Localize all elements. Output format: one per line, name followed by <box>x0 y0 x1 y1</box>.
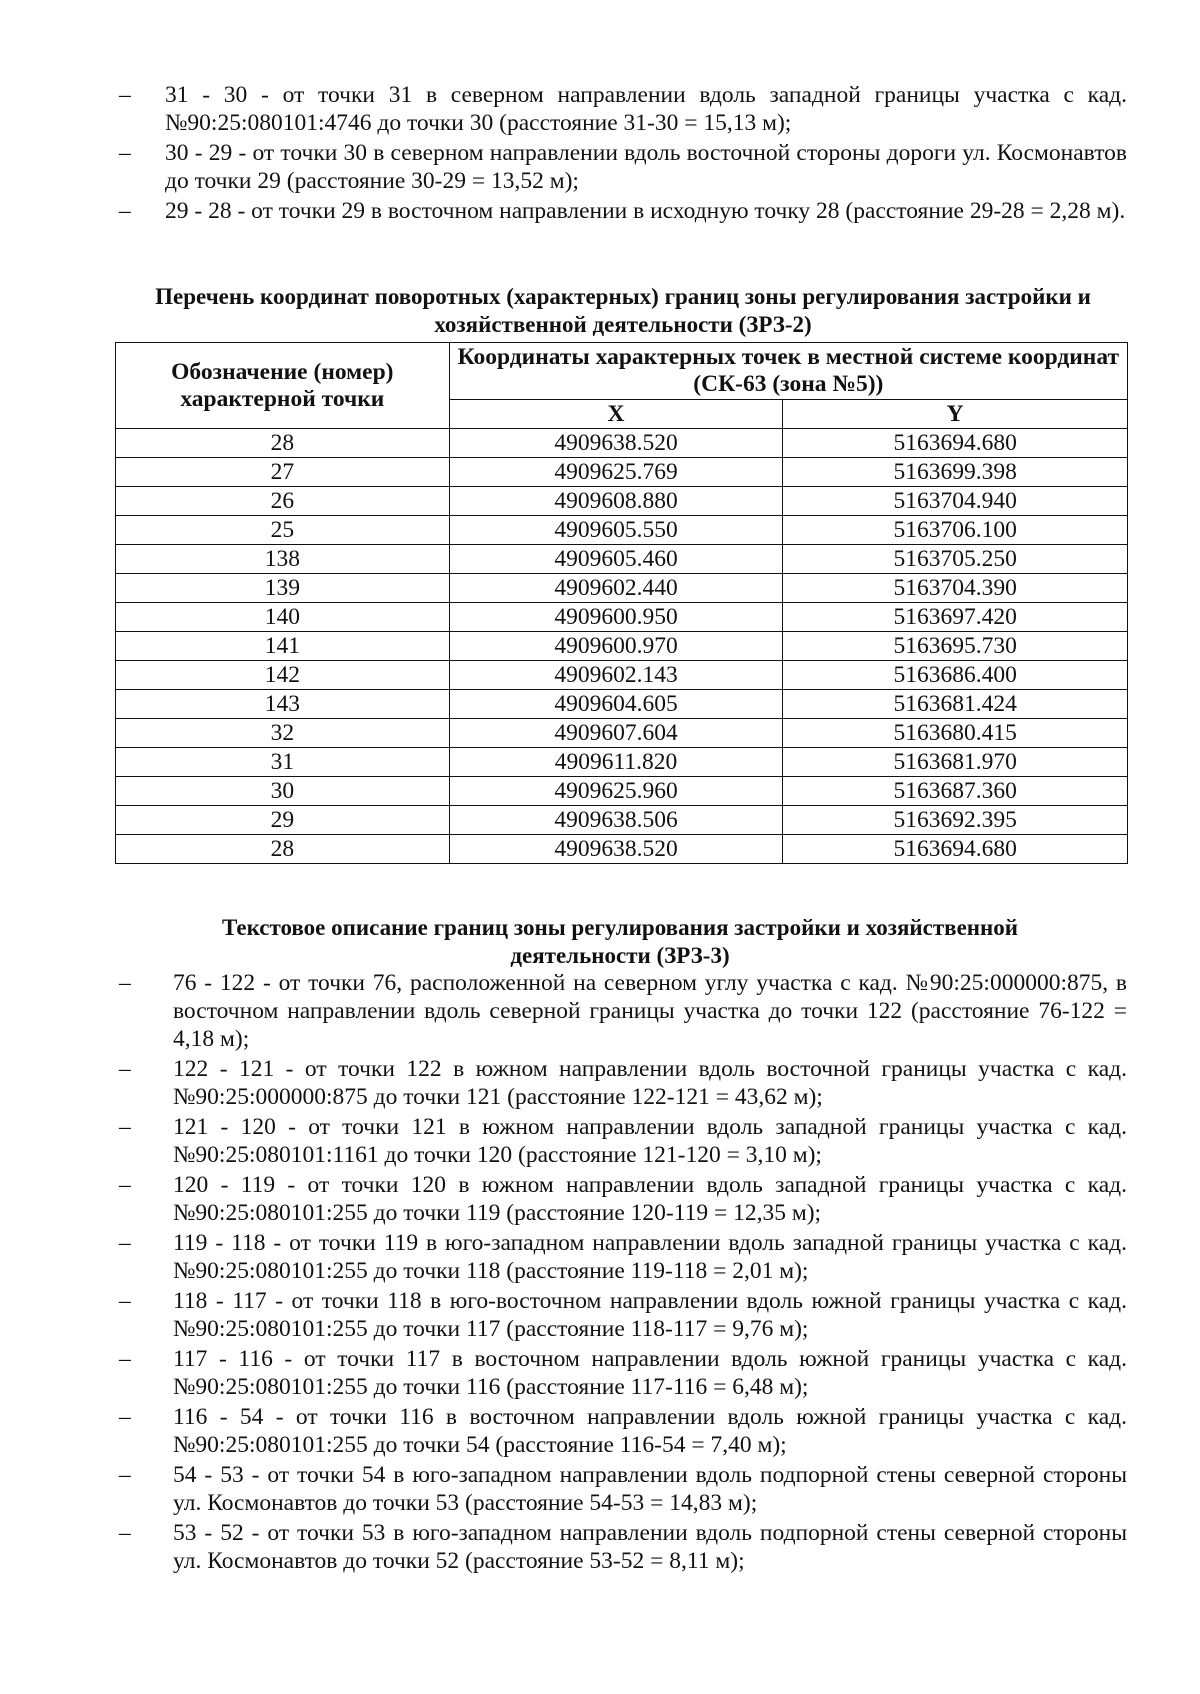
cell-y: 5163681.970 <box>783 748 1128 777</box>
cell-point: 25 <box>116 516 450 545</box>
cell-x: 4909611.820 <box>449 748 783 777</box>
dash-bullet: – <box>119 1056 131 1082</box>
table-row <box>116 690 1128 719</box>
cell-point: 27 <box>116 458 450 487</box>
section-title-zrz3: Текстовое описание границ зоны регулирования застройки и хозяйственной деятельности (ЗРЗ-3) <box>221 915 1019 968</box>
cell-x: 4909625.769 <box>449 458 783 487</box>
cell-y: 5163686.400 <box>783 661 1128 690</box>
dash-bullet: – <box>119 140 131 166</box>
table-row <box>116 574 1128 603</box>
cell-point: 139 <box>116 574 450 603</box>
list-item-text: 117 - 116 - от точки 117 в восточном направлении вдоль южной границы участка с кад. №90:25:080101:255 до точки 116 (расстояние 117-116 = 6,48 м); <box>173 1346 1127 1400</box>
list-item <box>119 1171 1127 1227</box>
list-item-text: 118 - 117 - от точки 118 в юго-восточном направлении вдоль южной границы участка с кад. №90:25:080101:255 до точки 117 (расстояние 118-117 = 9,76 м); <box>173 1288 1127 1342</box>
table-row <box>116 777 1128 806</box>
list-item <box>119 969 1127 1053</box>
table-row <box>116 719 1128 748</box>
cell-y: 5163694.680 <box>783 429 1128 458</box>
table-row <box>116 806 1128 835</box>
table-row <box>116 516 1128 545</box>
cell-point: 26 <box>116 487 450 516</box>
cell-y: 5163704.940 <box>783 487 1128 516</box>
cell-y: 5163695.730 <box>783 632 1128 661</box>
boundary-description-list-zrz3 <box>119 969 1127 1577</box>
list-item-text: 53 - 52 - от точки 53 в юго-западном направлении вдоль подпорной стены северной стороны ул. Космонавтов до точки 52 (расстояние 53-52 = 8,11 м); <box>173 1520 1127 1574</box>
list-item-text: 29 - 28 - от точки 29 в восточном направлении в исходную точку 28 (расстояние 29-28 = 2,28 м). <box>165 198 1126 224</box>
list-item <box>119 81 1127 137</box>
header-point-number: Обозначение (номер) характерной точки <box>116 343 450 429</box>
cell-x: 4909607.604 <box>449 719 783 748</box>
list-item-text: 54 - 53 - от точки 54 в юго-западном направлении вдоль подпорной стены северной стороны ул. Космонавтов до точки 53 (расстояние 54-53 = 14,83 м); <box>173 1462 1127 1516</box>
cell-y: 5163706.100 <box>783 516 1128 545</box>
cell-x: 4909605.460 <box>449 545 783 574</box>
cell-x: 4909625.960 <box>449 777 783 806</box>
coordinates-table-title: Перечень координат поворотных (характерных) границ зоны регулирования застройки и хозяйственной деятельности (ЗРЗ-2) <box>155 284 1091 337</box>
list-item-text: 31 - 30 - от точки 31 в северном направлении вдоль западной границы участка с кад. №90:25:080101:4746 до точки 30 (расстояние 31-30 = 15,13 м); <box>165 82 1127 136</box>
cell-point: 143 <box>116 690 450 719</box>
cell-y: 5163680.415 <box>783 719 1128 748</box>
cell-x: 4909638.506 <box>449 806 783 835</box>
list-item <box>119 1461 1127 1517</box>
dash-bullet: – <box>119 970 131 996</box>
cell-y: 5163681.424 <box>783 690 1128 719</box>
cell-y: 5163694.680 <box>783 835 1128 864</box>
list-item <box>119 1287 1127 1343</box>
table-row <box>116 487 1128 516</box>
table-row <box>116 545 1128 574</box>
cell-point: 32 <box>116 719 450 748</box>
dash-bullet: – <box>119 1462 131 1488</box>
list-item-text: 76 - 122 - от точки 76, расположенной на северном углу участка с кад. №90:25:000000:875, в восточном направлении вдоль северной границы участка до точки 122 (расстояние 76-122 = 4,18 м); <box>173 970 1127 1052</box>
cell-x: 4909605.550 <box>449 516 783 545</box>
list-item <box>119 1229 1127 1285</box>
table-row <box>116 603 1128 632</box>
cell-point: 30 <box>116 777 450 806</box>
list-item-text: 121 - 120 - от точки 121 в южном направлении вдоль западной границы участка с кад. №90:25:080101:1161 до точки 120 (расстояние 121-120 = 3,10 м); <box>173 1114 1127 1168</box>
dash-bullet: – <box>119 1404 131 1430</box>
table-row <box>116 835 1128 864</box>
cell-point: 138 <box>116 545 450 574</box>
cell-y: 5163699.398 <box>783 458 1128 487</box>
cell-y: 5163687.360 <box>783 777 1128 806</box>
cell-x: 4909608.880 <box>449 487 783 516</box>
dash-bullet: – <box>119 1346 131 1372</box>
table-row <box>116 748 1128 777</box>
table-row <box>116 661 1128 690</box>
cell-point: 142 <box>116 661 450 690</box>
list-item <box>119 139 1127 195</box>
list-item-text: 122 - 121 - от точки 122 в южном направлении вдоль восточной границы участка с кад. №90:25:000000:875 до точки 121 (расстояние 122-121 = 43,62 м); <box>173 1056 1127 1110</box>
list-item <box>119 1113 1127 1169</box>
list-item <box>119 1519 1127 1575</box>
header-x: X <box>449 400 783 429</box>
cell-x: 4909638.520 <box>449 429 783 458</box>
list-item-text: 116 - 54 - от точки 116 в восточном направлении вдоль южной границы участка с кад. №90:25:080101:255 до точки 54 (расстояние 116-54 = 7,40 м); <box>173 1404 1127 1458</box>
list-item-text: 30 - 29 - от точки 30 в северном направлении вдоль восточной стороны дороги ул. Космонавтов до точки 29 (расстояние 30-29 = 13,52 м); <box>165 140 1127 194</box>
dash-bullet: – <box>119 1288 131 1314</box>
cell-x: 4909602.143 <box>449 661 783 690</box>
table-row <box>116 429 1128 458</box>
dash-bullet: – <box>119 82 131 108</box>
list-item <box>119 1403 1127 1459</box>
cell-point: 31 <box>116 748 450 777</box>
cell-point: 28 <box>116 429 450 458</box>
cell-y: 5163692.395 <box>783 806 1128 835</box>
list-item <box>119 1345 1127 1401</box>
cell-point: 141 <box>116 632 450 661</box>
cell-x: 4909600.970 <box>449 632 783 661</box>
table-row <box>116 632 1128 661</box>
cell-point: 140 <box>116 603 450 632</box>
table-row <box>116 458 1128 487</box>
list-item-text: 120 - 119 - от точки 120 в южном направлении вдоль западной границы участка с кад. №90:25:080101:255 до точки 119 (расстояние 120-119 = 12,35 м); <box>173 1172 1127 1226</box>
dash-bullet: – <box>119 1114 131 1140</box>
cell-y: 5163697.420 <box>783 603 1128 632</box>
list-item <box>119 1055 1127 1111</box>
header-y: Y <box>783 400 1128 429</box>
list-item <box>119 197 1127 225</box>
cell-y: 5163705.250 <box>783 545 1128 574</box>
cell-y: 5163704.390 <box>783 574 1128 603</box>
dash-bullet: – <box>119 1520 131 1546</box>
cell-x: 4909604.605 <box>449 690 783 719</box>
list-item-text: 119 - 118 - от точки 119 в юго-западном направлении вдоль западной границы участка с кад. №90:25:080101:255 до точки 118 (расстояние 119-118 = 2,01 м); <box>173 1230 1127 1284</box>
header-coordinates: Координаты характерных точек в местной системе координат (СК-63 (зона №5)) <box>449 343 1127 400</box>
cell-point: 29 <box>116 806 450 835</box>
dash-bullet: – <box>119 1230 131 1256</box>
dash-bullet: – <box>119 1172 131 1198</box>
cell-x: 4909638.520 <box>449 835 783 864</box>
cell-point: 28 <box>116 835 450 864</box>
cell-x: 4909600.950 <box>449 603 783 632</box>
cell-x: 4909602.440 <box>449 574 783 603</box>
dash-bullet: – <box>119 198 131 224</box>
coordinates-table <box>115 342 1128 864</box>
boundary-description-list-zrz2 <box>119 81 1127 227</box>
